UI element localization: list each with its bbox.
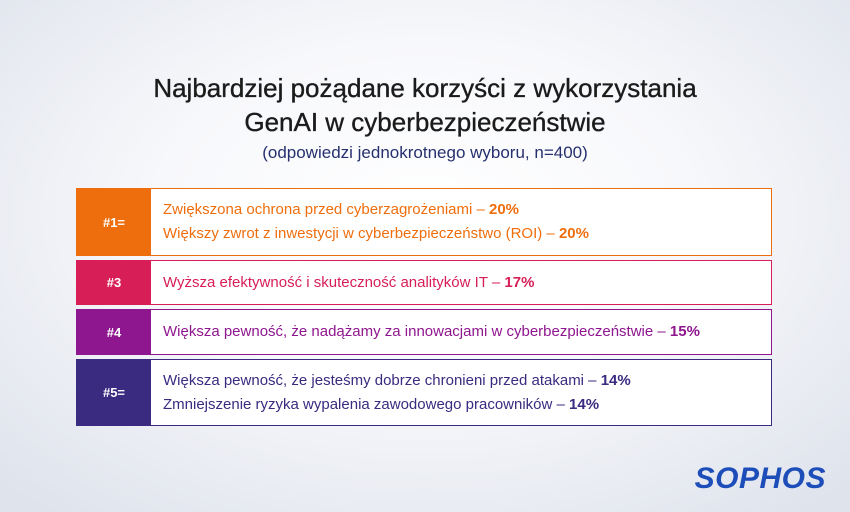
chart-title-line-1: Najbardziej pożądane korzyści z wykorzystania — [153, 73, 697, 103]
rank-badge: #3 — [77, 261, 151, 304]
benefit-text: Wyższa efektywność i skuteczność analityków IT – — [163, 273, 505, 291]
rank-row-4 — [76, 309, 772, 355]
benefit-item — [163, 198, 771, 222]
benefit-item — [163, 369, 771, 393]
benefit-value: 14% — [569, 395, 600, 413]
benefit-text: Większy zwrot z inwestycji w cyberbezpieczeństwo (ROI) – — [163, 225, 559, 242]
rank-items — [151, 189, 771, 255]
rank-badge: #5= — [77, 360, 151, 425]
sophos-logo: SOPHOS — [694, 462, 826, 495]
benefit-value: 15% — [669, 323, 700, 340]
benefit-text: Zmniejszenie ryzyka wypalenia zawodowego pracowników – — [163, 395, 570, 413]
benefit-item — [163, 222, 771, 246]
benefit-item — [163, 271, 771, 295]
rank-items — [151, 360, 771, 425]
chart-subtitle: (odpowiedzi jednokrotnego wyboru, n=400) — [262, 143, 588, 162]
benefit-value: 20% — [558, 225, 589, 242]
benefit-value: 20% — [489, 201, 520, 218]
benefit-item — [163, 393, 771, 417]
rank-row-3 — [76, 260, 772, 305]
benefit-value: 17% — [504, 273, 535, 291]
rank-badge: #4 — [77, 310, 151, 354]
rank-row-1 — [76, 188, 772, 256]
benefit-text: Większa pewność, że jesteśmy dobrze chronieni przed atakami – — [163, 371, 601, 389]
chart-title-line-2: GenAI w cyberbezpieczeństwie — [244, 107, 606, 137]
rank-items — [151, 261, 771, 304]
rank-items — [151, 310, 771, 354]
benefit-item — [163, 320, 771, 344]
benefit-text: Zwiększona ochrona przed cyberzagrożeniami – — [163, 201, 489, 218]
rank-badge: #1= — [77, 189, 151, 255]
rank-row-5 — [76, 359, 772, 426]
benefit-value: 14% — [600, 371, 631, 389]
benefit-text: Większa pewność, że nadążamy za innowacjami w cyberbezpieczeństwie – — [163, 323, 670, 340]
